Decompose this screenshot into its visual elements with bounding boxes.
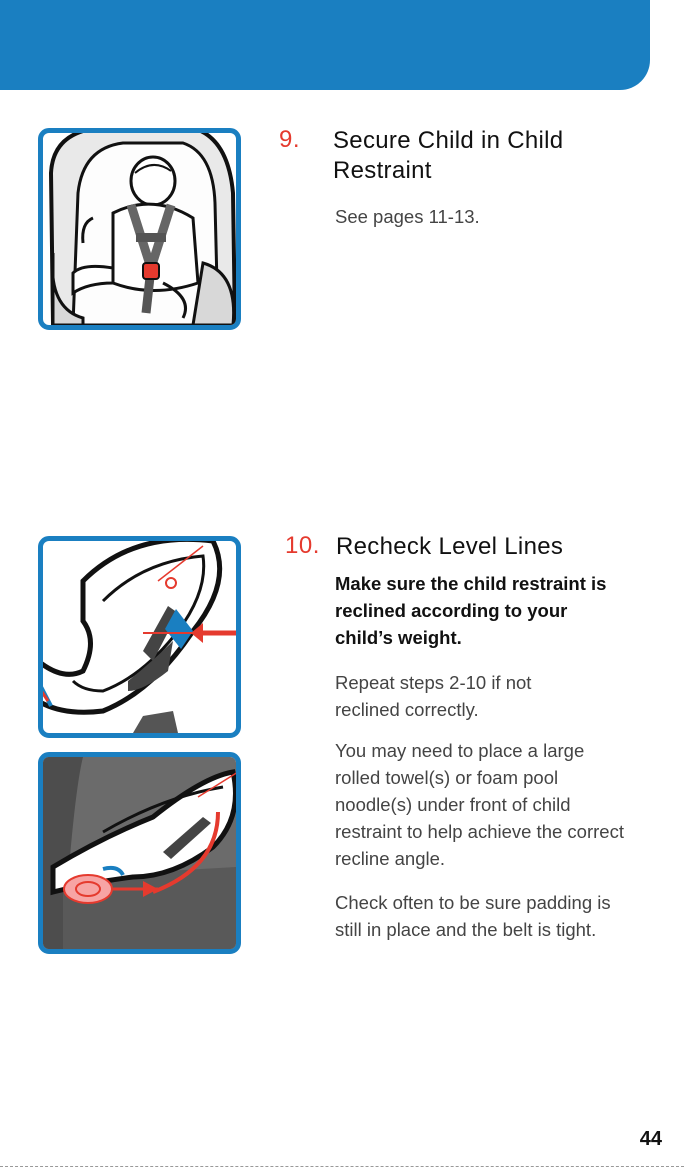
step-10-bold-text: Make sure the child restraint is reclined according to your child’s weight. — [335, 573, 607, 648]
step-9-text: See pages 11-13. — [335, 206, 480, 227]
step-10-paragraph-1: Repeat steps 2-10 if not reclined correctly. — [335, 672, 532, 720]
step-9-title: Secure Child in Child Restraint — [333, 127, 564, 184]
step-10-paragraph-2: You may need to place a large rolled towel(s) or foam pool noodle(s) under front of child restraint to help achieve the correct recline angle. — [335, 740, 624, 869]
header-banner — [0, 0, 650, 90]
child-harness-illustration — [38, 128, 241, 330]
page-number: 44 — [639, 1128, 662, 1150]
level-lines-illustration — [38, 536, 241, 738]
page-edge-line — [0, 1166, 684, 1167]
step-9-number: 9. — [279, 126, 301, 153]
rolled-towel-illustration — [38, 752, 241, 954]
step-10-paragraph-3: Check often to be sure padding is still in place and the belt is tight. — [335, 892, 611, 940]
step-10-number: 10. — [285, 532, 320, 559]
step-10-title: Recheck Level Lines — [336, 533, 564, 560]
